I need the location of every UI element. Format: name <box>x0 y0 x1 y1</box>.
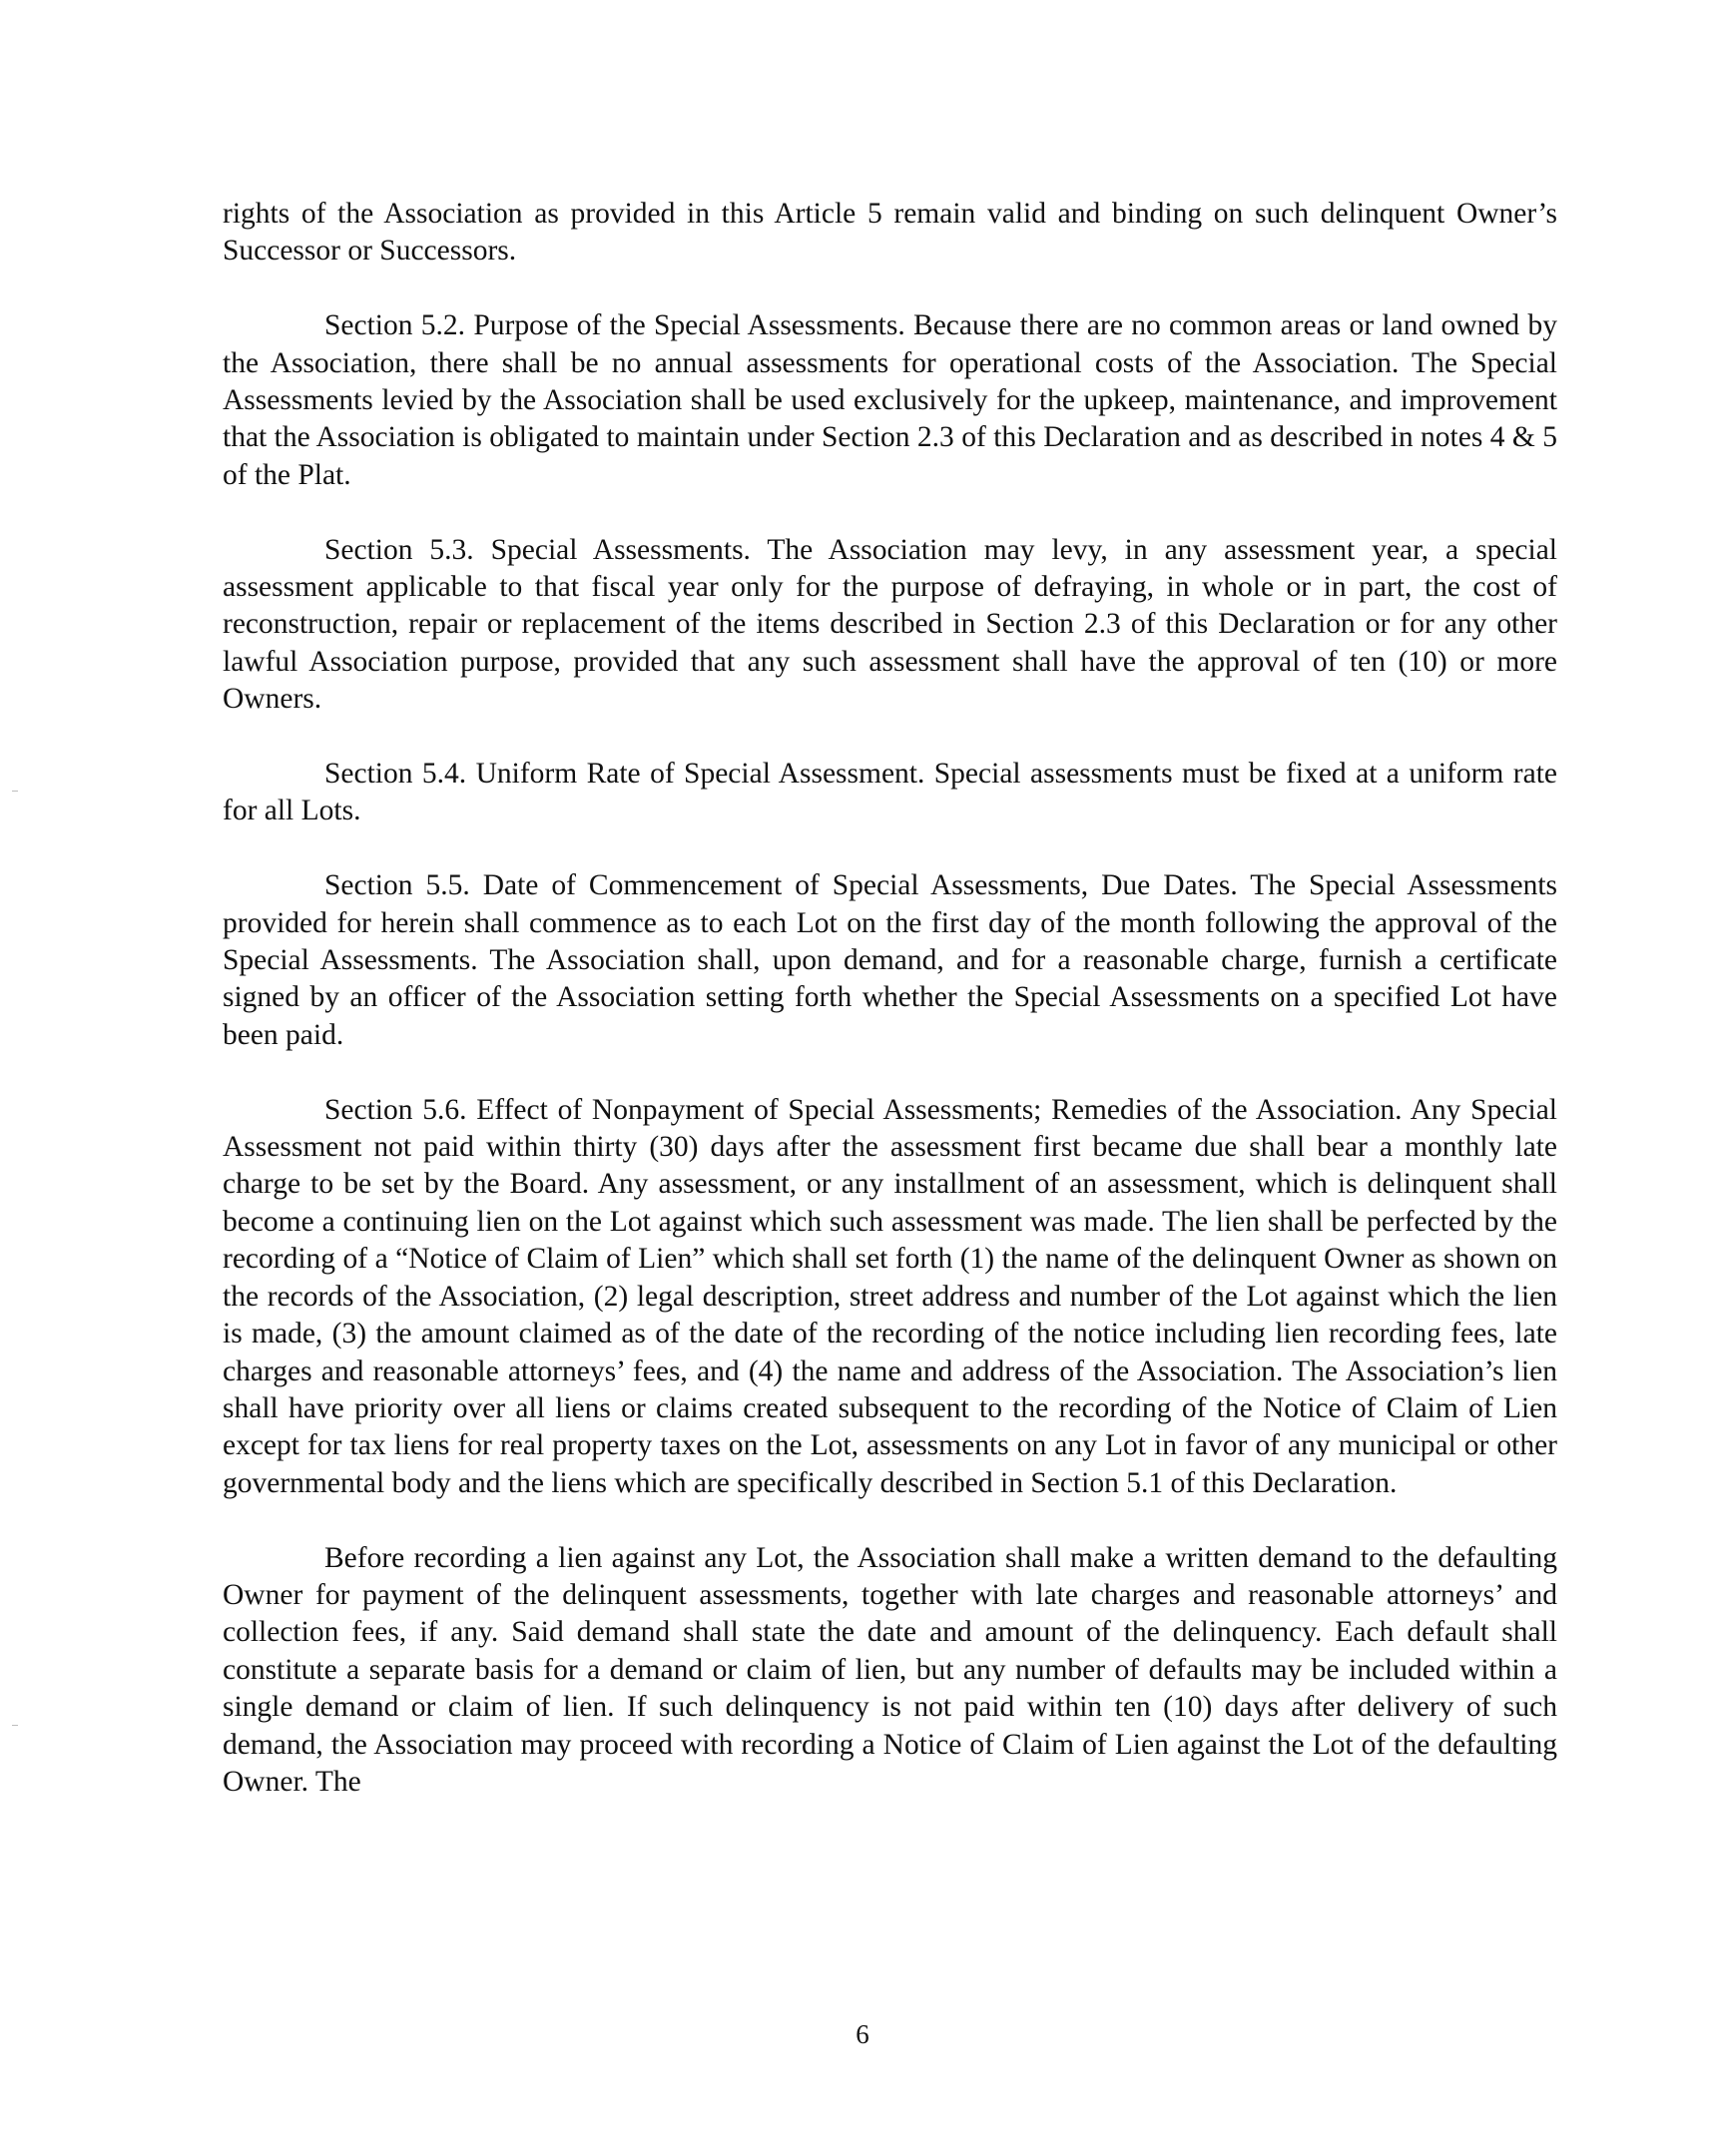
paragraph-lien-demand: Before recording a lien against any Lot, the Association shall make a written demand to the defaulting Owner for payment of the delinquent assessments, together with late charges and reasonable attorneys’ and collection fees, if any. Said demand shall state the date and amount of the delinquency. Each default shall constitute a separate basis for a demand or claim of lien, but any number of defaults may be included within a single demand or claim of lien. If such delinquency is not paid within ten (10) days after delivery of such demand, the Association may proceed with recording a Notice of Claim of Lien against the Lot of the defaulting Owner. The <box>223 1541 1557 1798</box>
paragraph-continuation: rights of the Association as provided in this Article 5 remain valid and binding on such delinquent Owner’s Successor or Successors. <box>223 198 1557 268</box>
document-body <box>223 196 1557 1839</box>
paragraph-section-5-3: Section 5.3. Special Assessments. The Association may levy, in any assessment year, a special assessment applicable to that fiscal year only for the purpose of defraying, in whole or in part, the cost of reconstruction, repair or replacement of the items described in Section 2.3 of this Declaration or for any other lawful Association purpose, provided that any such assessment shall have the approval of ten (10) or more Owners. <box>223 533 1557 716</box>
paragraph-section-5-6: Section 5.6. Effect of Nonpayment of Special Assessments; Remedies of the Association. Any Special Assessment not paid within thirty (30) days after the assessment first became due shall bear a monthly late charge to be set by the Board. Any assessment, or any installment of an assessment, which is delinquent shall become a continuing lien on the Lot against which such assessment was made. The lien shall be perfected by the recording of a “Notice of Claim of Lien” which shall set forth (1) the name of the delinquent Owner as shown on the records of the Association, (2) legal description, street address and number of the Lot against which the lien is made, (3) the amount claimed as of the date of the recording of the notice including lien recording fees, late charges and reasonable attorneys’ fees, and (4) the name and address of the Association. The Association’s lien shall have priority over all liens or claims created subsequent to the recording of the Notice of Claim of Lien except for tax liens for real property taxes on the Lot, assessments on any Lot in favor of any municipal or other governmental body and the liens which are specifically described in Section 5.1 of this Declaration. <box>223 1093 1557 1499</box>
scan-margin-mark <box>12 791 18 792</box>
page-number: 6 <box>856 2019 869 2049</box>
paragraph-section-5-4: Section 5.4. Uniform Rate of Special Assessment. Special assessments must be fixed at a uniform rate for all Lots. <box>223 758 1557 827</box>
paragraph-section-5-2: Section 5.2. Purpose of the Special Assessments. Because there are no common areas or land owned by the Association, there shall be no annual assessments for operational costs of the Association. The Special Assessments levied by the Association shall be used exclusively for the upkeep, maintenance, and improvement that the Association is obligated to maintain under Section 2.3 of this Declaration and as described in notes 4 & 5 of the Plat. <box>223 309 1557 491</box>
paragraph-section-5-5: Section 5.5. Date of Commencement of Special Assessments, Due Dates. The Special Assessments provided for herein shall commence as to each Lot on the first day of the month following the approval of the Special Assessments. The Association shall, upon demand, and for a reasonable charge, furnish a certificate signed by an officer of the Association setting forth whether the Special Assessments on a specified Lot have been paid. <box>223 869 1557 1051</box>
scan-margin-mark <box>12 1725 18 1726</box>
